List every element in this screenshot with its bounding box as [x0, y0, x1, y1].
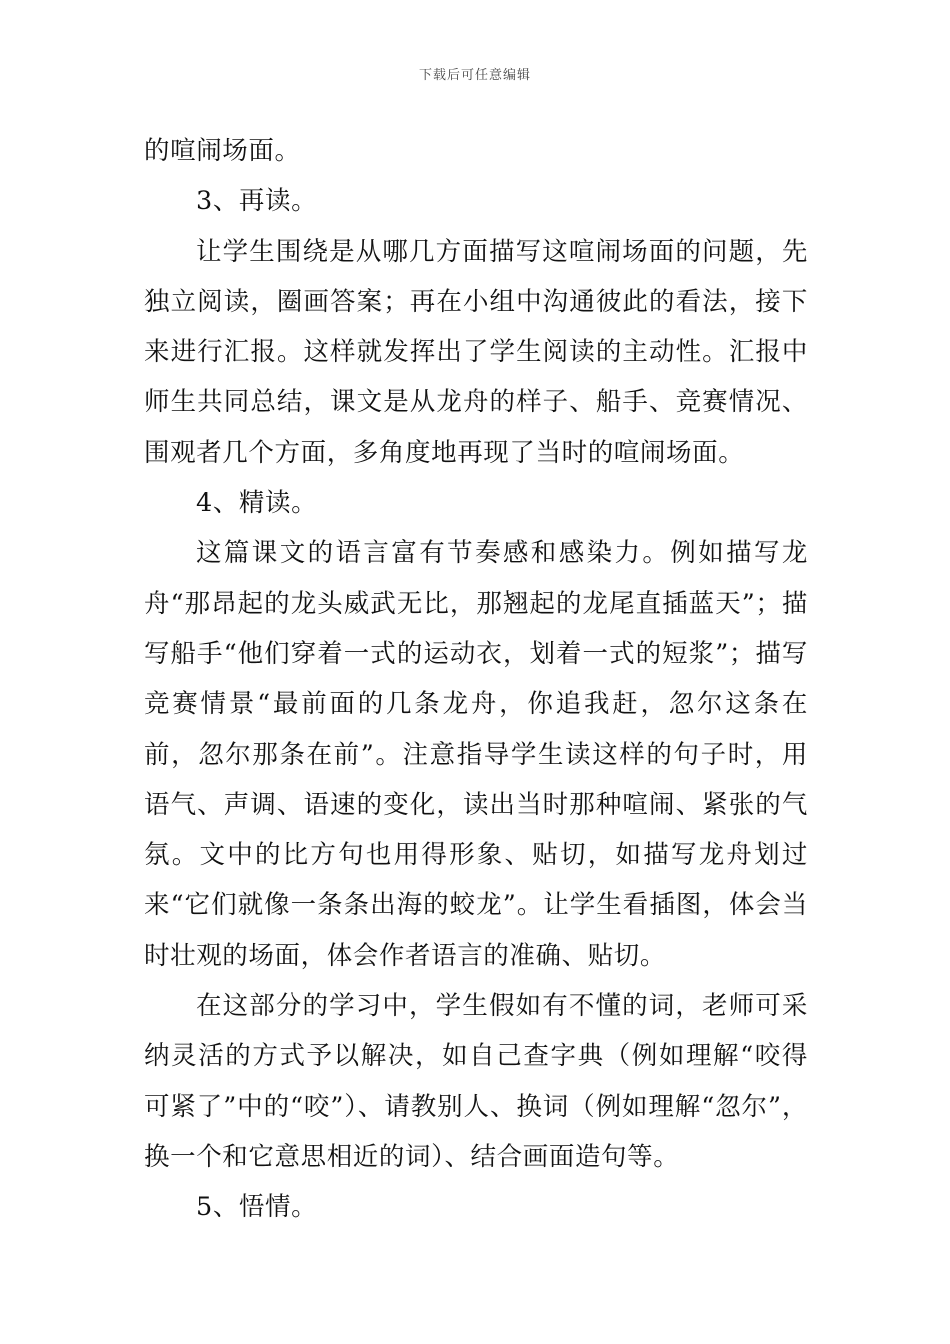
paragraph-6: 在这部分的学习中，学生假如有不懂的词，老师可采纳灵活的方式予以解决，如自己查字典（例如理解“咬得可紧了”中的“咬”）、请教别人、换词（例如理解“忽尔”，换一个和它意思相近的词）、结合画面造句等。	[144, 991, 808, 1172]
paragraph-2: 3、再读。	[196, 186, 318, 217]
paragraph-4: 4、精读。	[196, 488, 318, 519]
paragraph-1: 的喧闹场面。	[144, 136, 301, 166]
paragraph-7: 5、悟情。	[196, 1192, 318, 1223]
page-header: 下载后可任意编辑	[418, 68, 531, 83]
document-body	[144, 126, 808, 1233]
paragraph-3: 让学生围绕是从哪几方面描写这喧闹场面的问题，先独立阅读，圈画答案；再在小组中沟通彼此的看法，接下来进行汇报。这样就发挥出了学生阅读的主动性。汇报中师生共同总结，课文是从龙舟的样子、船手、竞赛情况、围观者几个方面，多角度地再现了当时的喧闹场面。	[144, 236, 808, 468]
paragraph-5: 这篇课文的语言富有节奏感和感染力。例如描写龙舟“那昂起的龙头威武无比，那翘起的龙尾直插蓝天”；描写船手“他们穿着一式的运动衣，划着一式的短浆”；描写竞赛情景“最前面的几条龙舟，你追我赶，忽尔这条在前，忽尔那条在前”。注意指导学生读这样的句子时，用语气、声调、语速的变化，读出当时那种喧闹、紧张的气氛。文中的比方句也用得形象、贴切，如描写龙舟划过来“它们就像一条条出海的蛟龙”。让学生看插图，体会当时壮观的场面，体会作者语言的准确、贴切。	[144, 538, 808, 971]
